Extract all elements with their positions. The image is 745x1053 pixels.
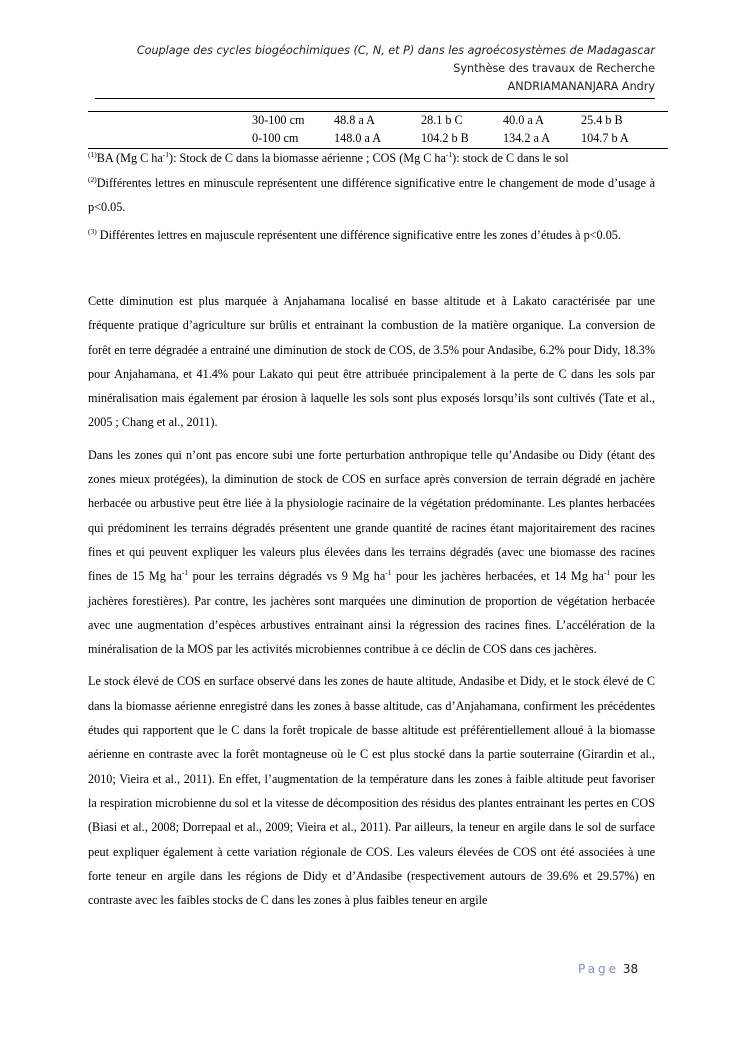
table-cell: 25.4 b B xyxy=(581,113,623,127)
paragraph-2 xyxy=(88,443,655,662)
unit-exponent: -1 xyxy=(385,568,392,578)
table-note-1 xyxy=(88,149,655,167)
paragraph-3: Le stock élevé de COS en surface observé dans les zones de haute altitude, Andasibe et Didy, et le stock élevé de C dans la biomasse aérienne enregistré dans les zones à basse altitude, cas d’Anjahamana, confirment les précédentes études qui rapportent que le C dans la forêt tropicale de basse altitude est préférentiellement alloué à la biomasse aérienne en contraste avec la forêt montagneuse où le C est plus stocké dans la partie souterraine (Girardin et al., 2010; Vieira et al., 2011). En effet, l’augmentation de la température dans les zones à faible altitude peut favoriser la respiration microbienne du sol et la vitesse de décomposition des résidus des plantes entrainant les pertes en COS (Biasi et al., 2008; Dorrepaal et al., 2009; Vieira et al., 2011). Par ailleurs, la teneur en argile dans le sol de surface peut expliquer également à cette variation régionale de COS. Les valeurs élevées de COS ont été associées à une forte teneur en argile dans les régions de Didy et d’Andasibe (respectivement autours de 39.6% et 29.57%) en contraste avec les faibles stocks de C dans les zones à plus faibles teneur en argile xyxy=(88,674,655,908)
table-cell: 104.2 b B xyxy=(421,131,469,145)
table-cell: 28.1 b C xyxy=(421,113,463,127)
table-cell: 134.2 a A xyxy=(503,131,551,145)
unit-exponent: -1 xyxy=(162,149,170,159)
page-footer xyxy=(578,962,638,976)
paragraph-1: Cette diminution est plus marquée à Anjahamana localisé en basse altitude et à Lakato caractérisée par une fréquente pratique d’agriculture sur brûlis et entrainant la combustion de la matière organique. La conversion de forêt en terre dégradée a entrainé une diminution de stock de COS, de 3.5% pour Andasibe, 6.2% pour Didy, 18.3% pour Anjahamana, et 41.4% pour Lakato qui peut être attribuée principalement à la perte de C dans les sols par minéralisation mais également par érosion à laquelle les sols sont plus exposés lorsqu’ils sont cultivés (Tate et al., 2005 ; Chang et al., 2011). xyxy=(88,294,655,430)
table-rule-top xyxy=(88,111,668,112)
unit-exponent: -1 xyxy=(603,568,611,578)
note-mark: (2) xyxy=(88,174,97,184)
note-mark: (1) xyxy=(88,149,97,159)
note-text: Différentes lettres en majuscule représentent une différence significative entre les zones d’études à p<0.05. xyxy=(96,228,621,242)
paragraph-text: pour les terrains dégradés vs 9 Mg ha xyxy=(188,569,386,584)
table-cell: 104.7 b A xyxy=(581,131,629,145)
note-text: ): stock de C dans le sol xyxy=(452,151,569,165)
table-cell: 148.0 a A xyxy=(334,131,382,145)
table-note-3 xyxy=(88,223,655,247)
paragraph-text: Dans les zones qui n’ont pas encore subi une forte perturbation anthropique telle qu’Andasibe ou Didy (étant des zones mieux protégées), la diminution de stock de COS en surface après conversion de terrain dégradé en jachère herbacée ou arbustive peut être liée à la physiologie racinaire de la végétation prédominante. Les plantes herbacées qui prédominent les terrains dégradés présentent une grande quantité de racines étant majoritairement des racines fines et qui peuvent expliquer les valeurs plus élevées dans les terrains dégradés (avec une biomasse des racines fines de 15 Mg ha xyxy=(88,447,655,584)
table-cell: 40.0 a A xyxy=(503,113,544,127)
note-text: Différentes lettres en minuscule représentent une différence significative entre le changement de mode d’usage à p<0.05. xyxy=(88,176,655,214)
header-divider xyxy=(95,98,655,99)
header-thesis-title: Couplage des cycles biogéochimiques (C, N, et P) dans les agroécosystèmes de Madagascar xyxy=(136,44,655,57)
note-mark: (3) xyxy=(88,226,97,236)
note-text: BA (Mg C ha xyxy=(96,151,163,165)
unit-exponent: -1 xyxy=(181,568,189,578)
table-cell-depth: 0-100 cm xyxy=(252,131,299,145)
header-document-type: Synthèse des travaux de Recherche xyxy=(453,62,655,75)
paragraph-text: pour les jachères forestières). Par contre, les jachères sont marquées une diminution de proportion de végétation herbacée avec une augmentation d’espèces arbustives entrainant ainsi la régression des racines fines. L’accélération de la minéralisation de la MOS par les activités microbiennes contribue à ce déclin de COS dans ces jachères. xyxy=(88,569,655,657)
page-number: 38 xyxy=(622,962,639,976)
unit-exponent: -1 xyxy=(445,149,453,159)
running-header xyxy=(137,42,655,96)
body-text xyxy=(88,289,655,920)
page-label: Page xyxy=(578,962,620,976)
table-note-2 xyxy=(88,171,655,219)
table-notes xyxy=(88,149,655,247)
paragraph-text: pour les jachères herbacées, et 14 Mg ha xyxy=(391,569,604,584)
note-text: ): Stock de C dans la biomasse aérienne ; COS (Mg C ha xyxy=(169,151,446,165)
table-cell: 48.8 a A xyxy=(334,113,375,127)
table-cell-depth: 30-100 cm xyxy=(252,113,305,127)
header-author: ANDRIAMANANJARA Andry xyxy=(507,80,655,93)
